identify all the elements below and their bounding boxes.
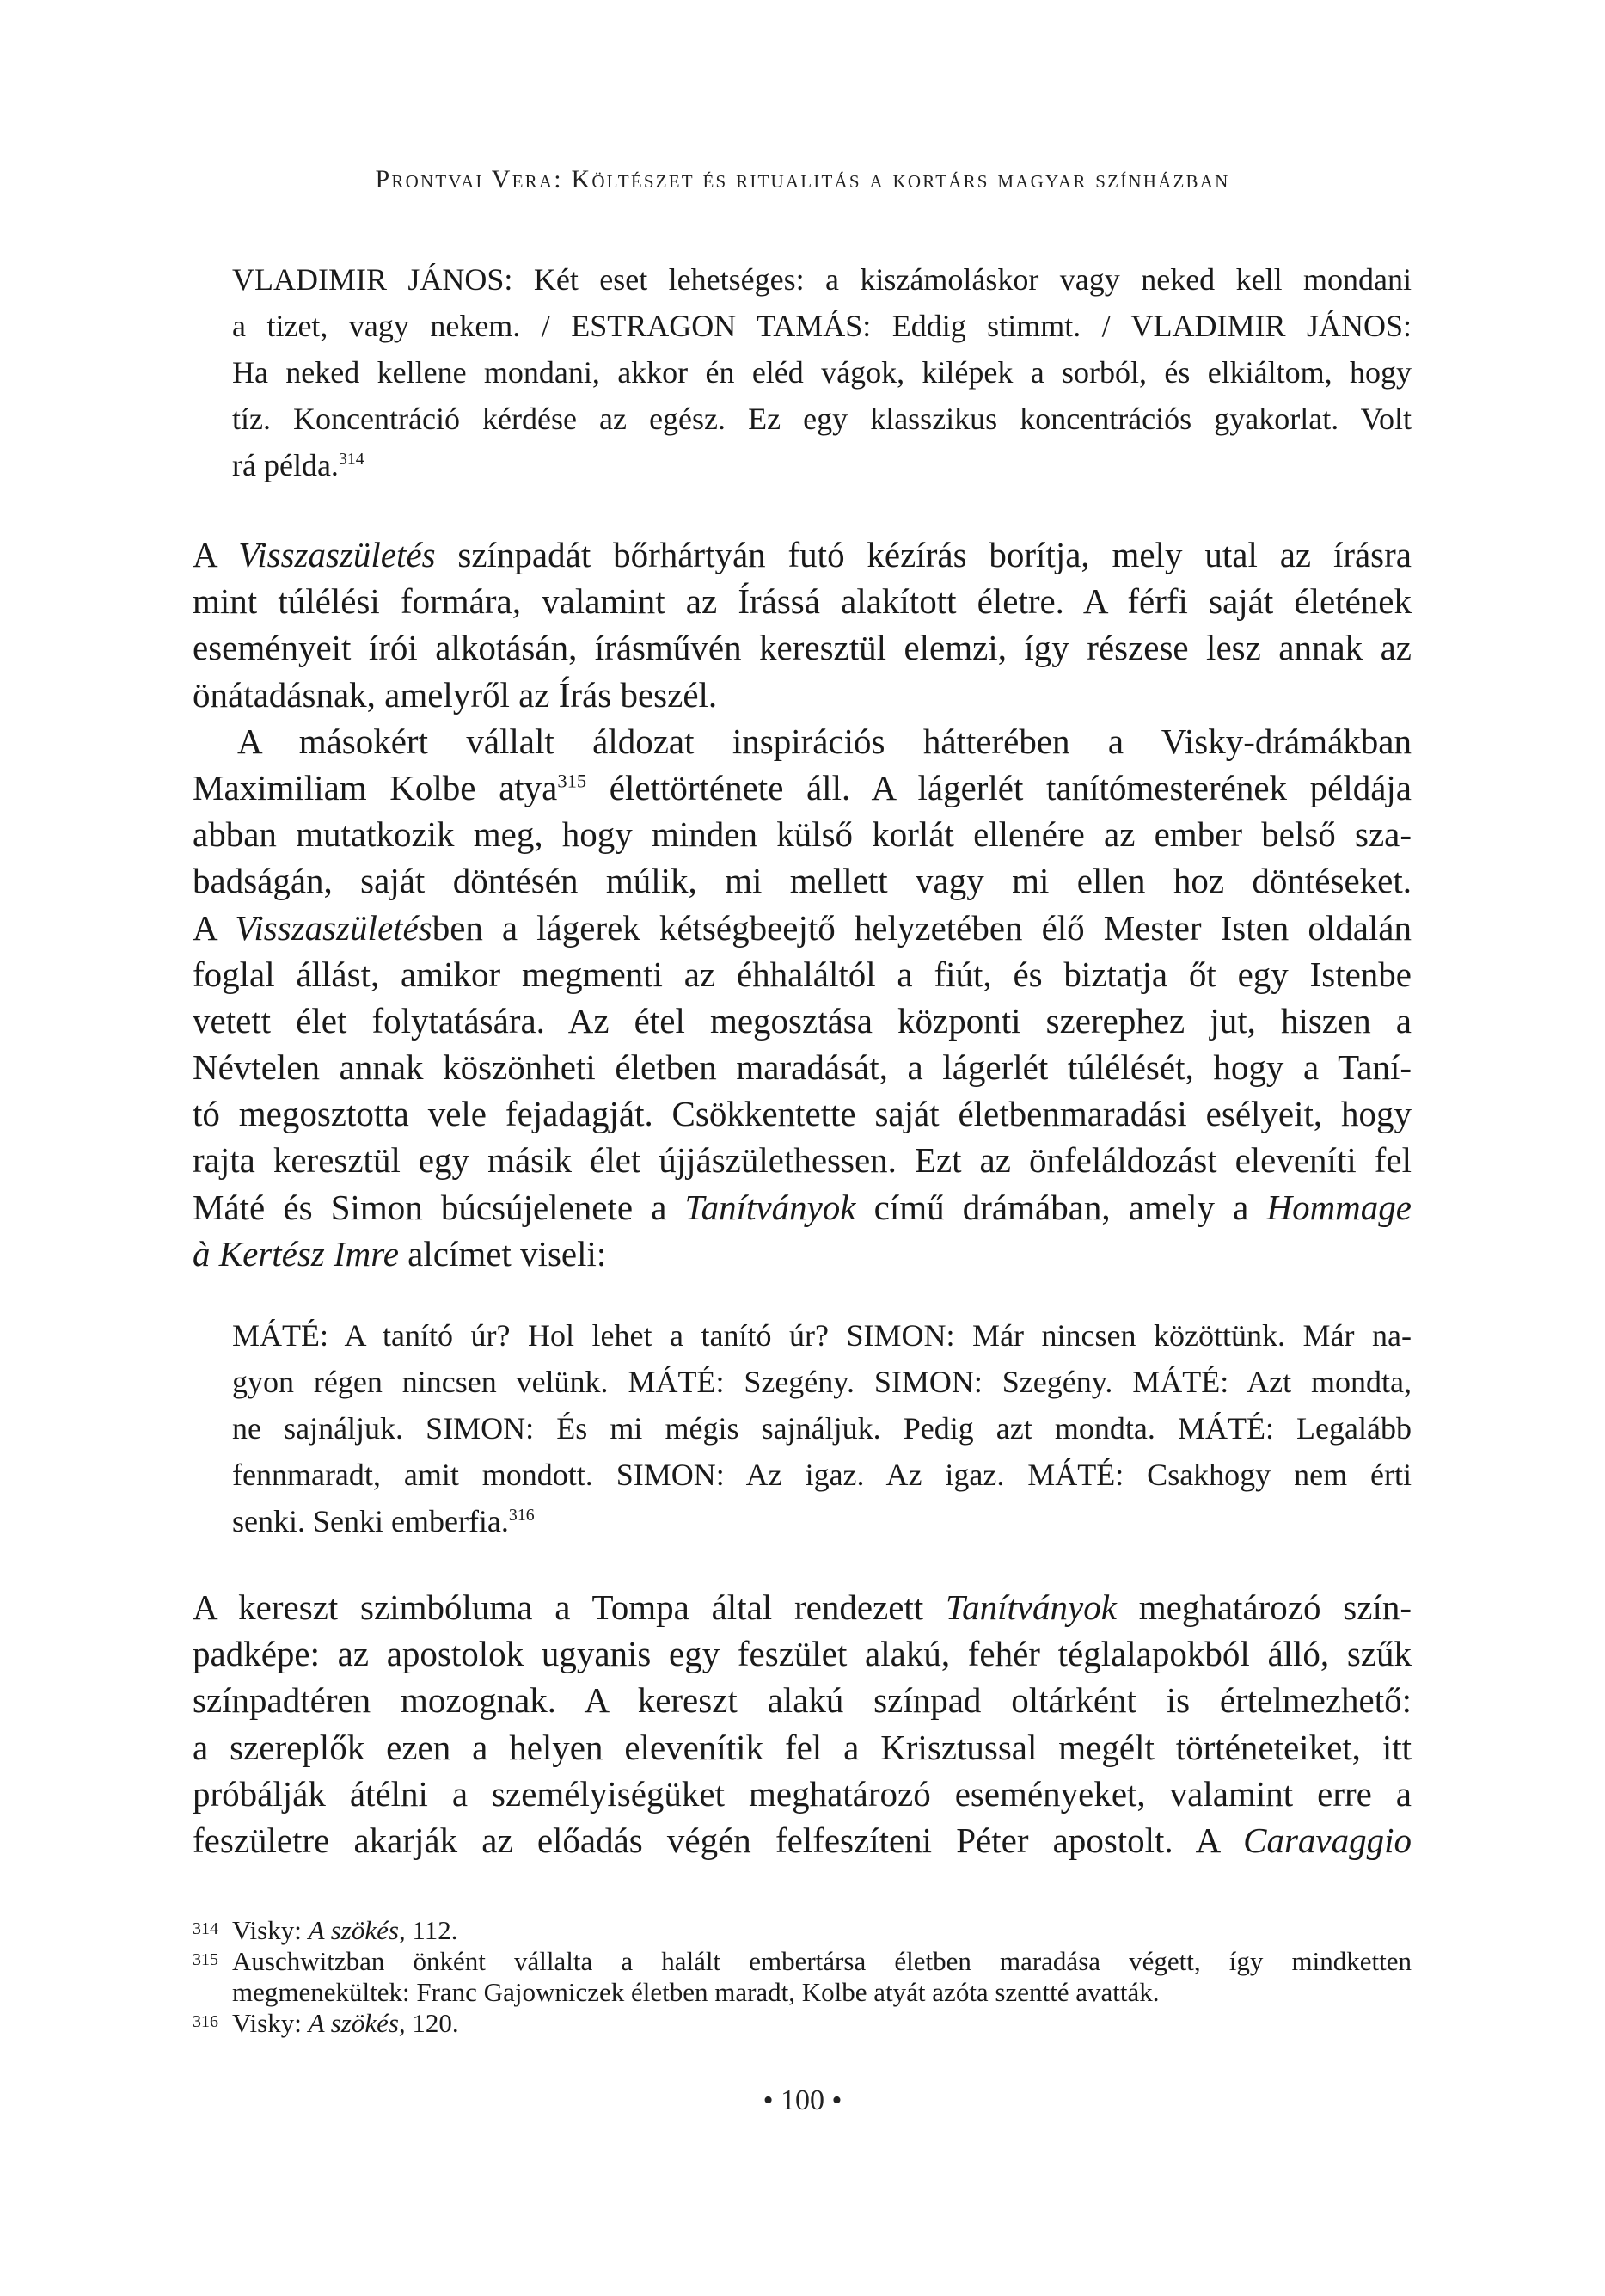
footnote: 314 Visky: A szökés, 112. <box>193 1915 458 1945</box>
footnote-ref: 314 <box>338 450 364 469</box>
quote-line: MÁTÉ: A tanító úr? Hol lehet a tanító úr? SIMON: Már nincsen közöttünk. Már na- <box>232 1318 1412 1353</box>
quote-line: a tizet, vagy nekem. / ESTRAGON TAMÁS: Eddig stimmt. / VLADIMIR JÁNOS: <box>232 309 1412 343</box>
paragraph-line: Maximiliam Kolbe atya$^{315}$ élettörténete áll. A lágerlét tanítómesterének példája <box>193 767 1412 807</box>
quote-line: Ha neked kellene mondani, akkor én eléd vágok, kilépek a sorból, és elkiáltom, hogy <box>232 355 1412 390</box>
paragraph-line: A másokért vállalt áldozat inspirációs hátterében a Visky-drámákban <box>237 721 1412 761</box>
footnote-number: 314 <box>193 1919 218 1938</box>
footnote: 315 Auschwitzban önként vállalta a halált embertársa életben maradása végett, így mindketten megmenekültek: Franc Gajowniczek életben maradt, Kolbe atyát azóta szentté avatták. <box>193 1946 1412 2007</box>
paragraph-line: A Visszaszületés színpadát bőrhártyán futó kézírás borítja, mely utal az írásra <box>193 535 1412 574</box>
footnote: 316 Visky: A szökés, 120. <box>193 2008 459 2038</box>
paragraph-line: padképe: az apostolok ugyanis egy feszület alakú, fehér téglalapokból álló, szűk <box>193 1634 1412 1674</box>
footnote-number: 316 <box>193 2012 218 2031</box>
paragraph-line: foglal állást, amikor megmenti az éhhaláltól a fiút, és biztatja őt egy Istenbe <box>193 954 1412 994</box>
body-paragraphs <box>193 531 1412 1277</box>
quote-line: gyon régen nincsen velünk. MÁTÉ: Szegény. SIMON: Szegény. MÁTÉ: Azt mondta, <box>232 1365 1412 1399</box>
quote-line: tíz. Koncentráció kérdése az egész. Ez egy klasszikus koncentrációs gyakorlat. Volt <box>232 402 1412 436</box>
paragraph-line: à Kertész Imre alcímet viseli: <box>193 1233 607 1274</box>
paragraph-line: Névtelen annak köszönheti életben maradását, a lágerlét túlélését, hogy a Taní- <box>193 1047 1412 1088</box>
paragraph-line: feszületre akarják az előadás végén felfeszíteni Péter apostolt. A Caravaggio <box>193 1820 1412 1860</box>
quote-line: VLADIMIR JÁNOS: Két eset lehetséges: a kiszámoláskor vagy neked kell mondani <box>232 262 1412 297</box>
quote-line: fennmaradt, amit mondott. SIMON: Az igaz. Az igaz. MÁTÉ: Csakhogy nem érti <box>232 1458 1412 1492</box>
block-quote-1 <box>232 256 1412 488</box>
footnote-ref: 315 <box>557 770 587 792</box>
paragraph-line: abban mutatkozik meg, hogy minden külső korlát ellenére az ember belső sza- <box>193 814 1412 855</box>
running-head: Prontvai Vera: Költészet és ritualitás a kortárs magyar színházban <box>375 165 1230 193</box>
paragraph-line: A Visszaszületésben a lágerek kétségbeejtő helyzetében élő Mester Isten oldalán <box>193 907 1412 948</box>
paragraph-line: Máté és Simon búcsújelenete a Tanítványok című drámában, amely a Hommage <box>193 1187 1412 1227</box>
footnotes <box>193 1915 1412 2039</box>
quote-line: senki. Senki emberfia.$^{316}$ <box>232 1504 535 1538</box>
paragraph-line: eseményeit írói alkotásán, írásművén keresztül elemzi, így részese lesz annak az <box>193 628 1412 668</box>
paragraph-line: a szereplők ezen a helyen elevenítik fel a Krisztussal megélt történeteiket, itt <box>193 1727 1412 1767</box>
paragraph-line: mint túlélési formára, valamint az Írássá alakított életre. A férfi saját életének <box>193 581 1412 622</box>
paragraph-line: vetett élet folytatására. Az étel megosztása központi szerephez jut, hiszen a <box>193 1000 1412 1041</box>
paragraph-line: tó megosztotta vele fejadagját. Csökkentette saját életbenmaradási esélyeit, hogy <box>193 1094 1412 1134</box>
quote-line: ne sajnáljuk. SIMON: És mi mégis sajnáljuk. Pedig azt mondta. MÁTÉ: Legalább <box>232 1411 1412 1446</box>
body-paragraph-3 <box>193 1584 1412 1863</box>
paragraph-line: önátadásnak, amelyről az Írás beszél. <box>193 674 718 715</box>
paragraph-line: próbálják átélni a személyiségüket meghatározó eseményeket, valamint erre a <box>193 1773 1412 1814</box>
page-number: • 100 • <box>763 2084 842 2116</box>
footnote-ref: 316 <box>508 1506 535 1525</box>
quote-line: rá példa.$^{314}$ <box>232 448 364 482</box>
block-quote-2 <box>232 1312 1412 1544</box>
paragraph-line: badságán, saját döntésén múlik, mi mellett vagy mi ellen hoz döntéseket. <box>193 861 1412 901</box>
paragraph-line: rajta keresztül egy másik élet újjászülethessen. Ezt az önfeláldozást eleveníti fel <box>193 1140 1412 1181</box>
footnote-number: 315 <box>193 1950 218 1969</box>
paragraph-line: A kereszt szimbóluma a Tompa által rendezett Tanítványok meghatározó szín- <box>193 1587 1412 1627</box>
paragraph-line: színpadtéren mozognak. A kereszt alakú színpad oltárként is értelmezhető: <box>193 1680 1412 1721</box>
